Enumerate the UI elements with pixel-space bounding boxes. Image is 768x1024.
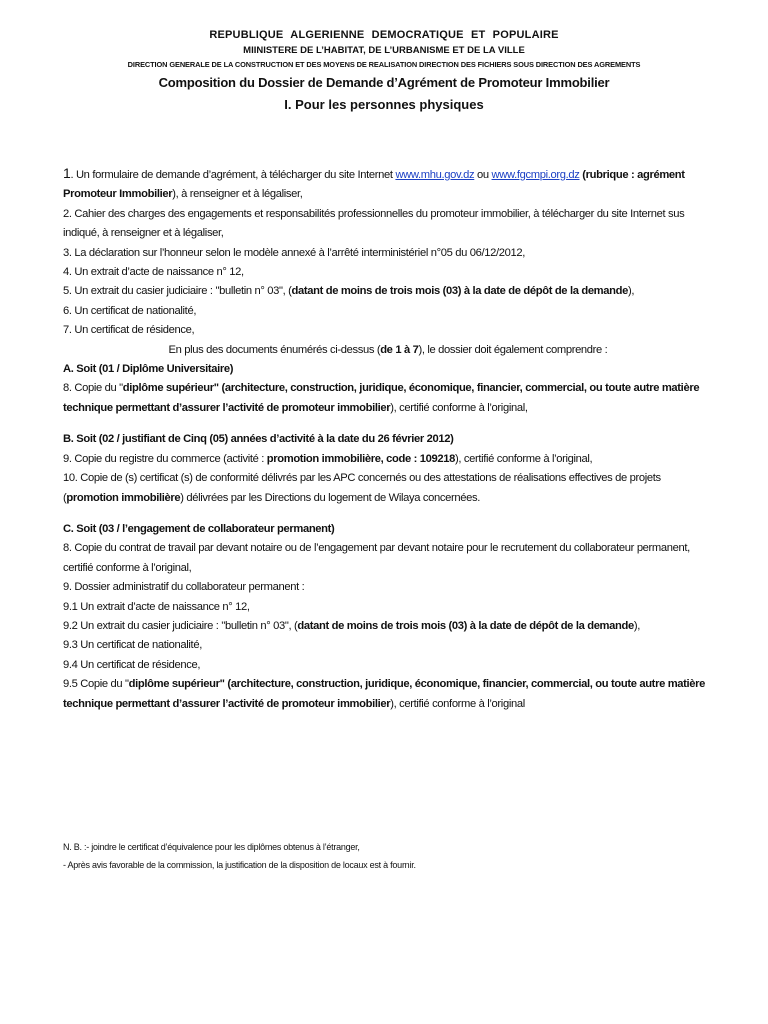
- notes-block: [63, 838, 713, 874]
- section-c-item-9-5: [63, 675, 713, 714]
- section-c-item-9-2: [63, 617, 713, 636]
- c95-end: ), certifié conforme à l’original: [390, 697, 525, 710]
- item-5-end: ),: [628, 285, 635, 298]
- link-fgcmpi[interactable]: www.fgcmpi.org.dz: [491, 169, 580, 181]
- section-c-item-9-1: 9.1 Un extrait d’acte de naissance n° 12,: [63, 600, 250, 613]
- section-c-heading: C. Soit (03 / l’engagement de collaborateur permanent): [63, 522, 335, 535]
- b10-bold: promotion immobilière: [66, 491, 181, 504]
- item-5-bold: datant de moins de trois mois (03) à la date de dépôt de la demande: [291, 285, 628, 298]
- section-c-item-9: 9. Dossier administratif du collaborateur permanent :: [63, 581, 305, 594]
- document-title: Composition du Dossier de Demande d’Agrément de Promoteur Immobilier: [158, 75, 610, 90]
- section-c-item-9-4: 9.4 Un certificat de résidence,: [63, 658, 201, 671]
- a8-bold: diplôme supérieur" (architecture, construction, juridique, économique, financier, commercial, ou toute autre matière technique permettant d’assurer l’activité de promoteur immobilier: [63, 382, 700, 414]
- intro-range: de 1 à 7: [380, 343, 419, 356]
- item-1-number: 1: [63, 165, 71, 181]
- document-subtitle: I. Pour les personnes physiques: [284, 97, 484, 112]
- intro-line: [63, 341, 713, 360]
- item-1-or: ou: [474, 169, 492, 181]
- spacer: [63, 508, 713, 520]
- section-a-heading: A. Soit (01 / Diplôme Universitaire): [63, 363, 234, 376]
- section-b-item-9: [63, 450, 713, 469]
- list-item-5: [63, 282, 713, 301]
- list-item-4: 4. Un extrait d’acte de naissance n° 12,: [63, 266, 244, 279]
- c92-end: ),: [633, 619, 641, 632]
- b9-end: ), certifié conforme à l’original,: [454, 452, 593, 465]
- list-item-6: 6. Un certificat de nationalité,: [63, 304, 197, 317]
- a8-end: ), certifié conforme à l’original,: [390, 401, 528, 414]
- link-mhu[interactable]: www.mhu.gov.dz: [395, 169, 475, 181]
- b10-end: ) délivrées par les Directions du logement de Wilaya concernées.: [180, 491, 480, 504]
- list-item-3: 3. La déclaration sur l’honneur selon le modèle annexé à l’arrêté interministériel n°05 du 06/12/2012,: [63, 246, 525, 259]
- spacer: [63, 418, 713, 430]
- item-5-text: 5. Un extrait du casier judiciaire : "bulletin n° 03", (: [63, 285, 292, 298]
- document-body: [63, 164, 713, 714]
- c92-bold: datant de moins de trois mois (03) à la date de dépôt de la demande: [297, 619, 634, 632]
- c92-text: 9.2 Un extrait du casier judiciaire : "bulletin n° 03", (: [63, 619, 298, 632]
- section-c-item-9-3: 9.3 Un certificat de nationalité,: [63, 639, 202, 652]
- header-ministry: MIINISTERE DE L’HABITAT, DE L’URBANISME ET DE LA VILLE: [243, 45, 525, 56]
- c95-bold: diplôme supérieur" (architecture, construction, juridique, économique, financier, commercial, ou toute autre matière technique permettant d’assurer l’activité de promoteur immobilier: [63, 678, 706, 710]
- list-item-1: [63, 164, 713, 205]
- a8-text: 8. Copie du ": [63, 382, 123, 395]
- header-direction: DIRECTION GENERALE DE LA CONSTRUCTION ET DES MOYENS DE REALISATION DIRECTION DES FICHIERS SOUS DIRECTION DES AGREMENTS: [127, 60, 641, 69]
- b9-text: 9. Copie du registre du commerce (activité :: [63, 452, 267, 465]
- note-locaux: - Après avis favorable de la commission, la justification de la disposition de locaux est à fournir.: [63, 860, 416, 870]
- item-1-end: ), à renseigner et à légaliser,: [172, 188, 303, 201]
- section-c-item-8: 8. Copie du contrat de travail par devant notaire ou de l’engagement par devant notaire pour le recrutement du collaborateur permanent, certifié conforme à l’original,: [63, 542, 690, 574]
- section-b-item-10: [63, 469, 713, 508]
- list-item-7: 7. Un certificat de résidence,: [63, 324, 195, 337]
- header-republic: REPUBLIQUE ALGERIENNE DEMOCRATIQUE ET POPULAIRE: [209, 29, 559, 41]
- note-equivalence: N. B. :- joindre le certificat d’équivalence pour les diplômes obtenus à l’étranger,: [63, 842, 360, 852]
- b9-bold: promotion immobilière, code : 109218: [266, 452, 455, 465]
- intro-end: ), le dossier doit également comprendre :: [418, 343, 608, 356]
- item-1-rubrique: (rubrique : agrément Promoteur Immobilier: [63, 169, 685, 201]
- b10-text: 10. Copie de (s) certificat (s) de conformité délivrés par les APC concernés ou des attestations de réalisations effectives de projets (: [63, 472, 661, 504]
- item-1-text: . Un formulaire de demande d’agrément, à télécharger du site Internet: [70, 169, 396, 181]
- list-item-2: 2. Cahier des charges des engagements et responsabilités professionnelles du promoteur immobilier, à télécharger du site Internet sus indiqué, à renseigner et à légaliser,: [63, 207, 685, 240]
- c95-text: 9.5 Copie du ": [63, 678, 129, 691]
- intro-text: En plus des documents énumérés ci-dessus (: [168, 343, 381, 356]
- section-a-item-8: [63, 379, 713, 418]
- section-b-heading: B. Soit (02 / justifiant de Cinq (05) années d’activité à la date du 26 février 2012): [63, 433, 454, 446]
